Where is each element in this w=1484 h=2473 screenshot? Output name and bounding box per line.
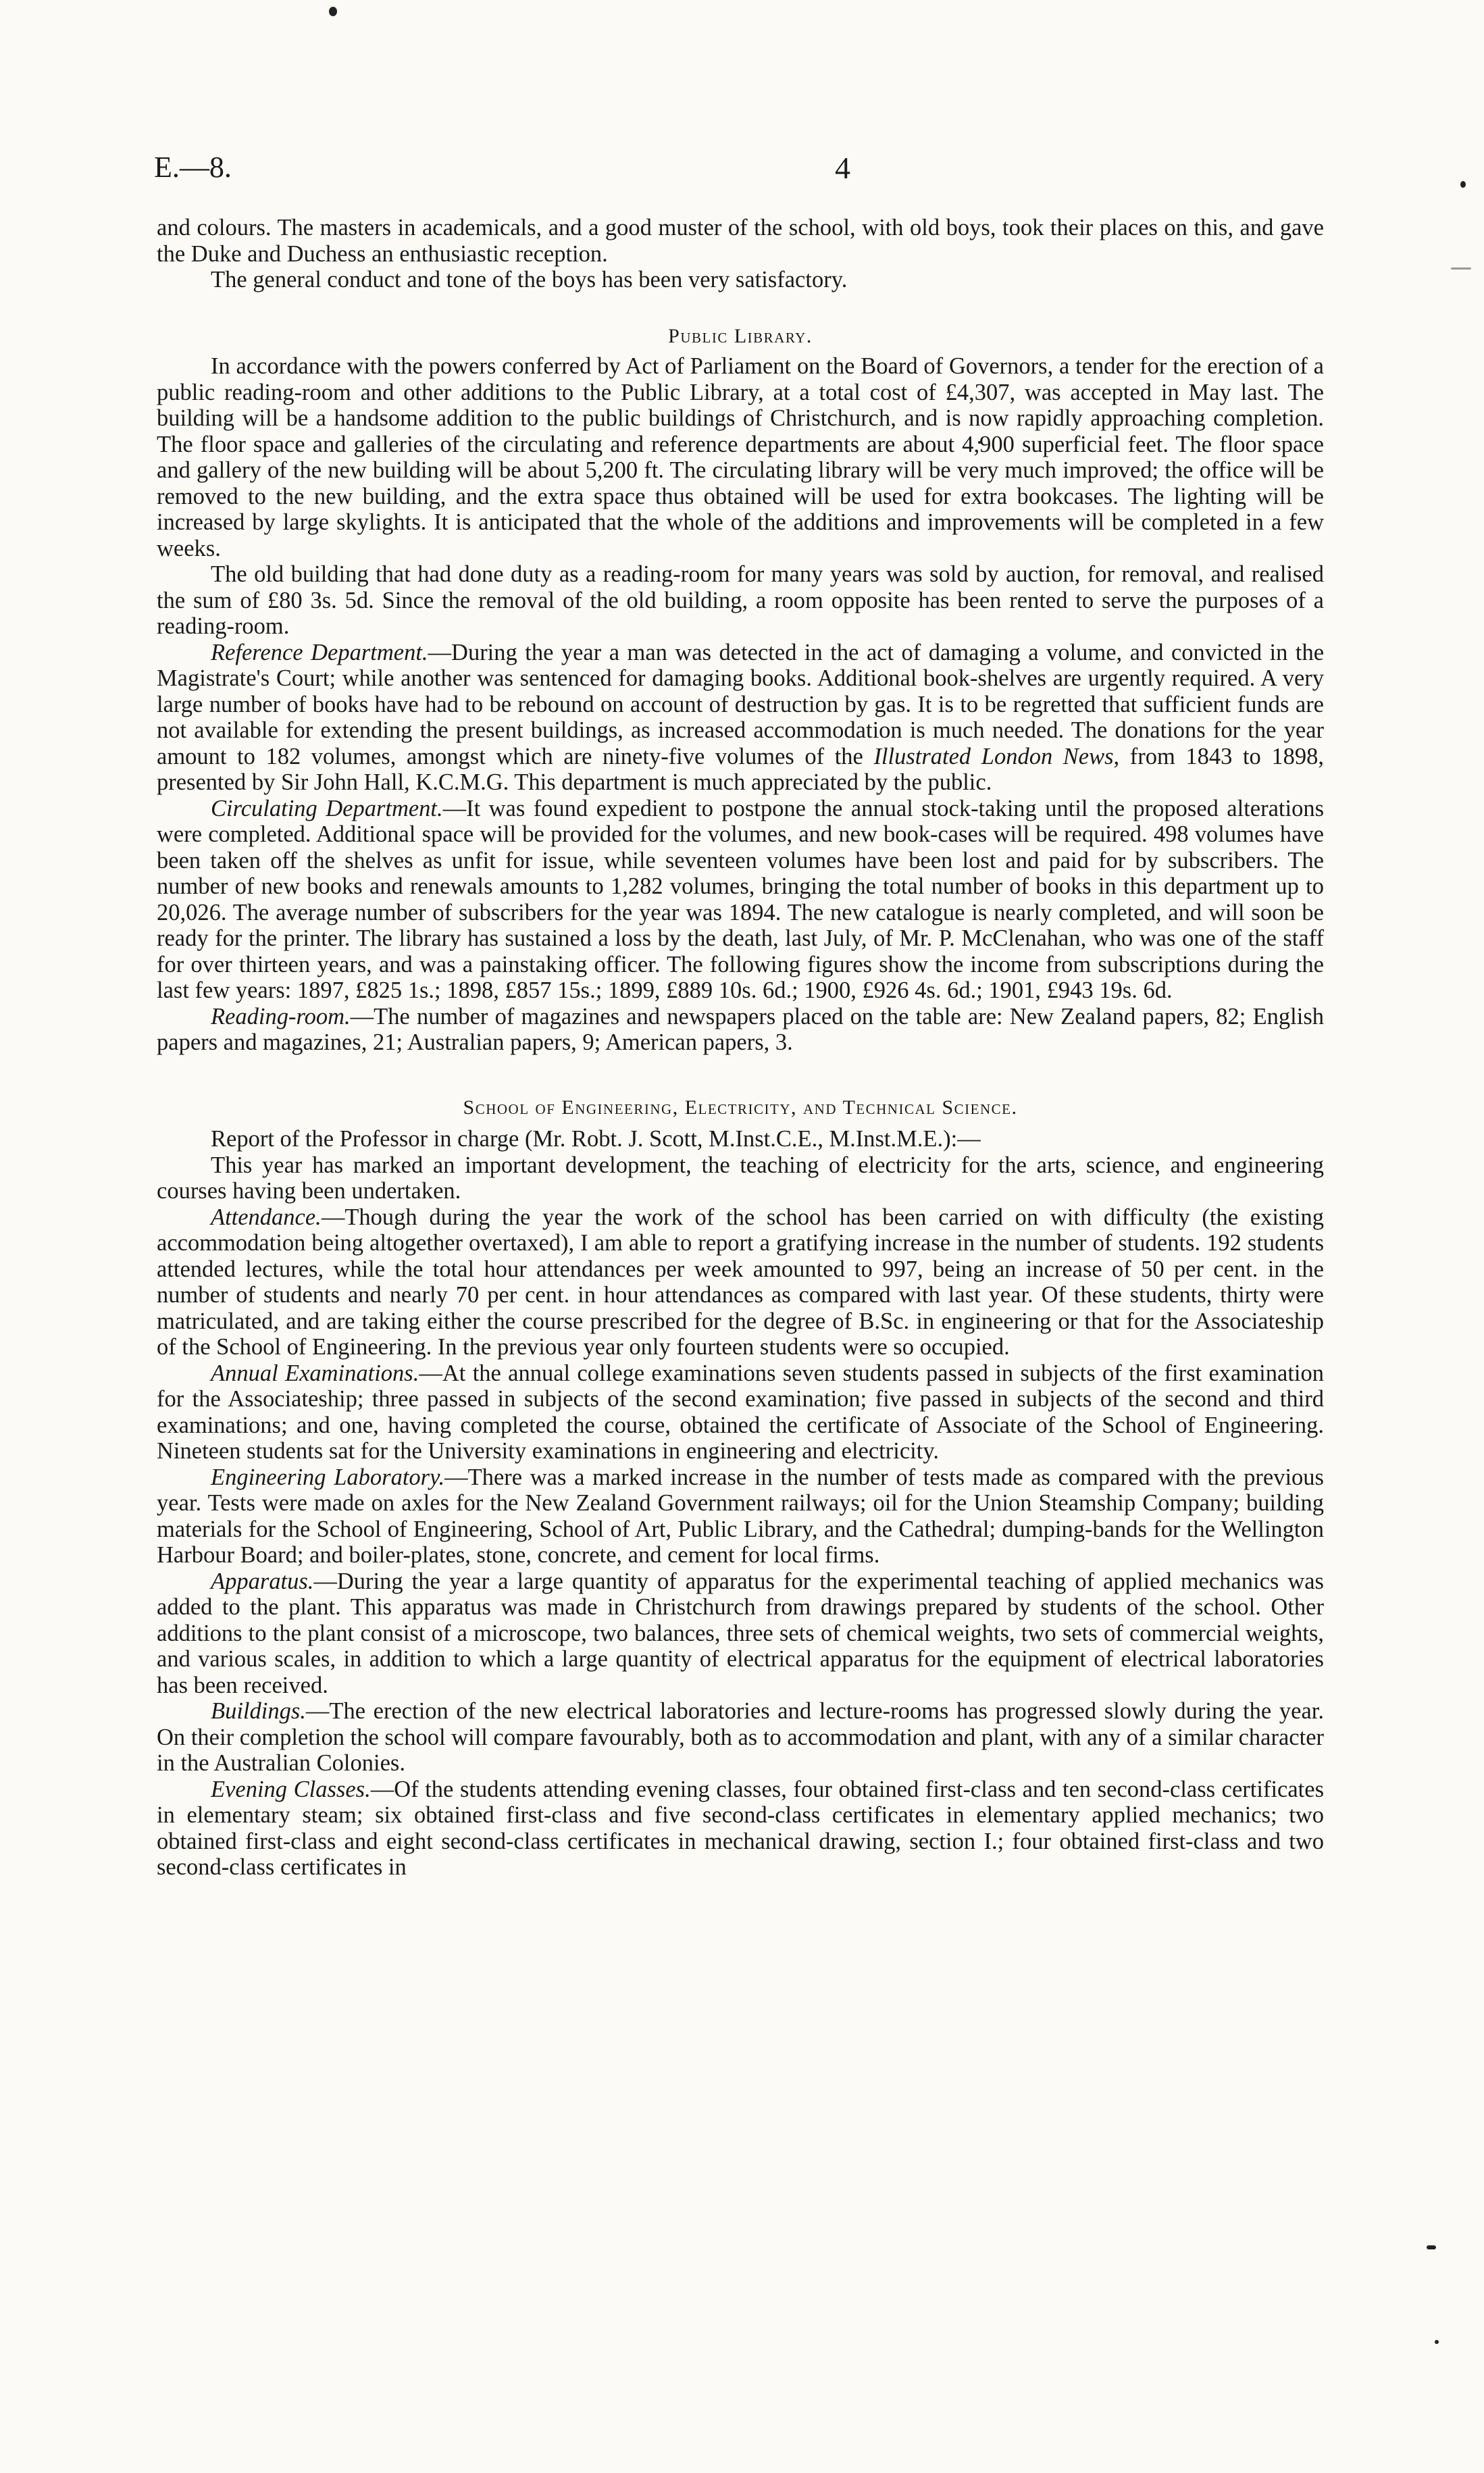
intro-paragraph: and colours. The masters in academicals, and a good muster of the school, with old boys, took their places on this, and gave the Duke and Duchess an enthusiastic reception. xyxy=(157,215,1324,267)
subheading: Circulating Department. xyxy=(211,795,443,821)
document-reference: E.—8. xyxy=(154,151,232,184)
circulating-department-paragraph: Circulating Department.—It was found expedient to postpone the annual stock-taking until the proposed alterations were completed. Additional space will be provided for the volumes, and new book-cases will be required. 498 volumes have been taken off the shelves as unfit for issue, while seventeen volumes have been lost and paid for by subscribers. The number of new books and renewals amounts to 1,282 volumes, bringing the total number of books in this department up to 20,026. The average number of subscribers for the year was 1894. The new catalogue is nearly completed, and will soon be ready for the printer. The library has sustained a loss by the death, last July, of Mr. P. McClenahan, who was one of the staff for over thirteen years, and was a painstaking officer. The following figures show the income from subscriptions during the last few years: 1897, £825 1s.; 1898, £857 15s.; 1899, £889 10s. 6d.; 1900, £926 4s. 6d.; 1901, £943 19s. 6d. xyxy=(157,795,1324,1003)
subheading: Reading-room. xyxy=(211,1003,351,1029)
evening-classes-paragraph: Evening Classes.—Of the students attending evening classes, four obtained first-class and ten second-class certificates in elementary steam; six obtained first-class and five second-class certificates in elementary applied mechanics; two obtained first-class and eight second-class certificates in mechanical drawing, section I.; four obtained first-class and two second-class certificates in xyxy=(157,1776,1324,1880)
scan-speck xyxy=(1460,181,1466,188)
laboratory-paragraph: Engineering Laboratory.—There was a marked increase in the number of tests made as compared with the previous year. Tests were made on axles for the New Zealand Government railways; oil for the Union Steamship Company; building materials for the School of Engineering, School of Art, Public Library, and the Cathedral; dumping-bands for the Wellington Harbour Board; and boiler-plates, stone, concrete, and cement for local firms. xyxy=(157,1464,1324,1568)
subheading: Attendance. xyxy=(211,1204,322,1230)
section-heading-public-library: Public Library. xyxy=(668,324,813,347)
reference-department-paragraph: Reference Department.—During the year a man was detected in the act of damaging a volume, and convicted in the Magistrate's Court; while another was sentenced for damaging books. Additional book-shelves are urgently required. A very large number of books have had to be rebound on account of destruction by gas. It is to be regretted that sufficient funds are not available for extending the present buildings, as increased accommodation is much needed. The donations for the year amount to 182 volumes, amongst which are ninety-five volumes of the Illustrated London News, from 1843 to 1898, presented by Sir John Hall, K.C.M.G. This department is much appreciated by the public. xyxy=(157,639,1325,795)
section-heading-engineering: School of Engineering, Electricity, and Technical Science. xyxy=(463,1096,1018,1119)
library-paragraph: The old building that had done duty as a reading-room for many years was sold by auction, for removal, and realised the sum of £80 3s. 5d. Since the removal of the old building, a room opposite has been rented to serve the purposes of a reading-room. xyxy=(157,561,1324,639)
subheading: Apparatus. xyxy=(211,1568,314,1594)
library-paragraph: In accordance with the powers conferred by Act of Parliament on the Board of Governors, a tender for the erection of a public reading-room and other additions to the Public Library, at a total cost of £4,307, was accepted in May last. The building will be a handsome addition to the public buildings of Christchurch, and is now rapidly approaching completion. The floor space and galleries of the circulating and reference departments are about 4,900 superficial feet. The floor space and gallery of the new building will be about 5,200 ft. The circulating library will be very much improved; the office will be removed to the new building, and the extra space thus obtained will be used for extra bookcases. The lighting will be increased by large skylights. It is anticipated that the whole of the additions and improvements will be completed in a few weeks. xyxy=(157,353,1324,561)
examinations-paragraph: Annual Examinations.—At the annual college examinations seven students passed in subjects of the first examination for the Associateship; three passed in subjects of the second examination; five passed in subjects of the second and third examinations; and one, having completed the course, obtained the certificate of Associate of the School of Engineering. Nineteen students sat for the University examinations in engineering and electricity. xyxy=(157,1360,1324,1464)
apparatus-paragraph: Apparatus.—During the year a large quantity of apparatus for the experimental teaching of applied mechanics was added to the plant. This apparatus was made in Christchurch from drawings prepared by students of the school. Other additions to the plant consist of a microscope, two balances, three sets of chemical weights, two sets of commercial weights, and various scales, in addition to which a large quantity of electrical apparatus for the equipment of electrical laboratories has been received. xyxy=(157,1568,1324,1698)
italic-title: Illustrated London News xyxy=(873,743,1114,769)
scan-speck xyxy=(329,7,337,16)
engineering-paragraph: This year has marked an important development, the teaching of electricity for the arts, science, and engineering courses having been undertaken. xyxy=(157,1152,1324,1204)
scan-speck xyxy=(1427,2245,1436,2249)
subheading: Annual Examinations. xyxy=(211,1360,419,1386)
report-line: Report of the Professor in charge (Mr. Robt. J. Scott, M.Inst.C.E., M.Inst.M.E.):— xyxy=(211,1126,981,1152)
intro-paragraph: The general conduct and tone of the boys has been very satisfactory. xyxy=(211,267,848,292)
subheading: Buildings. xyxy=(211,1698,306,1724)
attendance-paragraph: Attendance.—Though during the year the work of the school has been carried on with difficulty (the existing accommodation being altogether overtaxed), I am able to report a gratifying increase in the number of students. 192 students attended lectures, while the total hour attendances per week amounted to 997, being an increase of 50 per cent. in the number of students and nearly 70 per cent. in hour attendances as compared with last year. Of these students, thirty were matriculated, and are taking either the course prescribed for the degree of B.Sc. in engineering or that for the Associateship of the School of Engineering. In the previous year only fourteen students were so occupied. xyxy=(157,1204,1324,1360)
page-number: 4 xyxy=(835,151,850,185)
page-header xyxy=(154,150,1404,190)
scan-speck xyxy=(1435,2340,1439,2344)
subheading: Evening Classes. xyxy=(211,1776,371,1802)
reading-room-paragraph: Reading-room.—The number of magazines and newspapers placed on the table are: New Zealand papers, 82; English papers and magazines, 21; Australian papers, 9; American papers, 3. xyxy=(157,1003,1324,1055)
page-body xyxy=(157,215,1324,1881)
subheading: Engineering Laboratory. xyxy=(211,1464,445,1490)
subheading: Reference Department. xyxy=(211,639,428,665)
buildings-paragraph: Buildings.—The erection of the new electrical laboratories and lecture-rooms has progressed slowly during the year. On their completion the school will compare favourably, both as to accommodation and plant, with any of a similar character in the Australian Colonies. xyxy=(157,1698,1324,1776)
scan-speck xyxy=(1451,267,1471,270)
